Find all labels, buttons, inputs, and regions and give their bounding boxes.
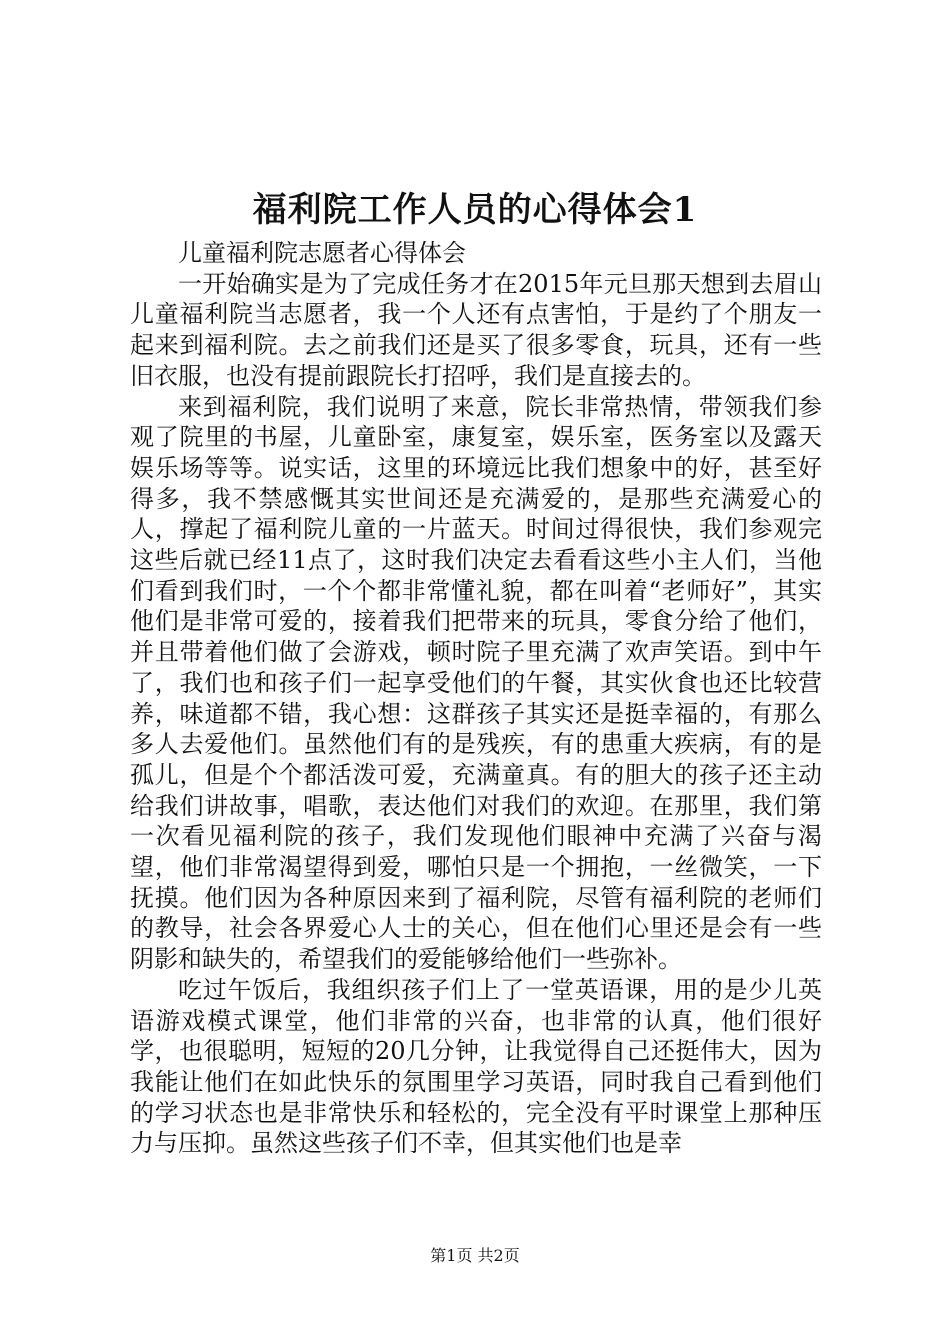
paragraph-subtitle: 儿童福利院志愿者心得体会 bbox=[178, 239, 466, 267]
paragraph-3: 吃过午饭后，我组织孩子们上了一堂英语课，用的是少儿英语游戏模式课堂，他们非常的兴奋，也非常的认真，他们很好学，也很聪明，短短的20几分钟，让我觉得自己还挺伟大，因为我能让他们在如此快乐的氛围里学习英语，同时我自己看到他们的学习状态也是非常快乐和轻松的，完全没有平时课堂上那种压力与压抑。虽然这些孩子们不幸，但其实他们也是幸 bbox=[130, 975, 822, 1158]
document-body bbox=[130, 238, 822, 1159]
page-title: 福利院工作人员的心得体会1 bbox=[252, 190, 698, 230]
paragraph-1: 一开始确实是为了完成任务才在2015年元旦那天想到去眉山儿童福利院当志愿者，我一个人还有点害怕，于是约了个朋友一起来到福利院。去之前我们还是买了很多零食，玩具，还有一些旧衣服，也没有提前跟院长打招呼，我们是直接去的。 bbox=[130, 269, 822, 390]
paragraph-2: 来到福利院，我们说明了来意，院长非常热情，带领我们参观了院里的书屋，儿童卧室，康复室，娱乐室，医务室以及露天娱乐场等等。说实话，这里的环境远比我们想象中的好，甚至好得多，我不禁感慨其实世间还是充满爱的，是那些充满爱心的人，撑起了福利院儿童的一片蓝天。时间过得很快，我们参观完这些后就已经11点了，这时我们决定去看看这些小主人们，当他们看到我们时，一个个都非常懂礼貌，都在叫着“老师好”，其实他们是非常可爱的，接着我们把带来的玩具，零食分给了他们，并且带着他们做了会游戏，顿时院子里充满了欢声笑语。到中午了，我们也和孩子们一起享受他们的午餐，其实伙食也还比较营养，味道都不错，我心想：这群孩子其实还是挺幸福的，有那么多人去爱他们。虽然他们有的是残疾，有的患重大疾病，有的是孤儿，但是个个都活泼可爱，充满童真。有的胆大的孩子还主动给我们讲故事，唱歌，表达他们对我们的欢迎。在那里，我们第一次看见福利院的孩子，我们发现他们眼神中充满了兴奋与渴望，他们非常渴望得到爱，哪怕只是一个拥抱，一丝微笑，一下抚摸。他们因为各种原因来到了福利院，尽管有福利院的老师们的教导，社会各界爱心人士的关心，但在他们心里还是会有一些阴影和缺失的，希望我们的爱能够给他们一些弥补。 bbox=[130, 392, 822, 974]
page-footer: 第1页 共2页 bbox=[430, 1246, 520, 1265]
